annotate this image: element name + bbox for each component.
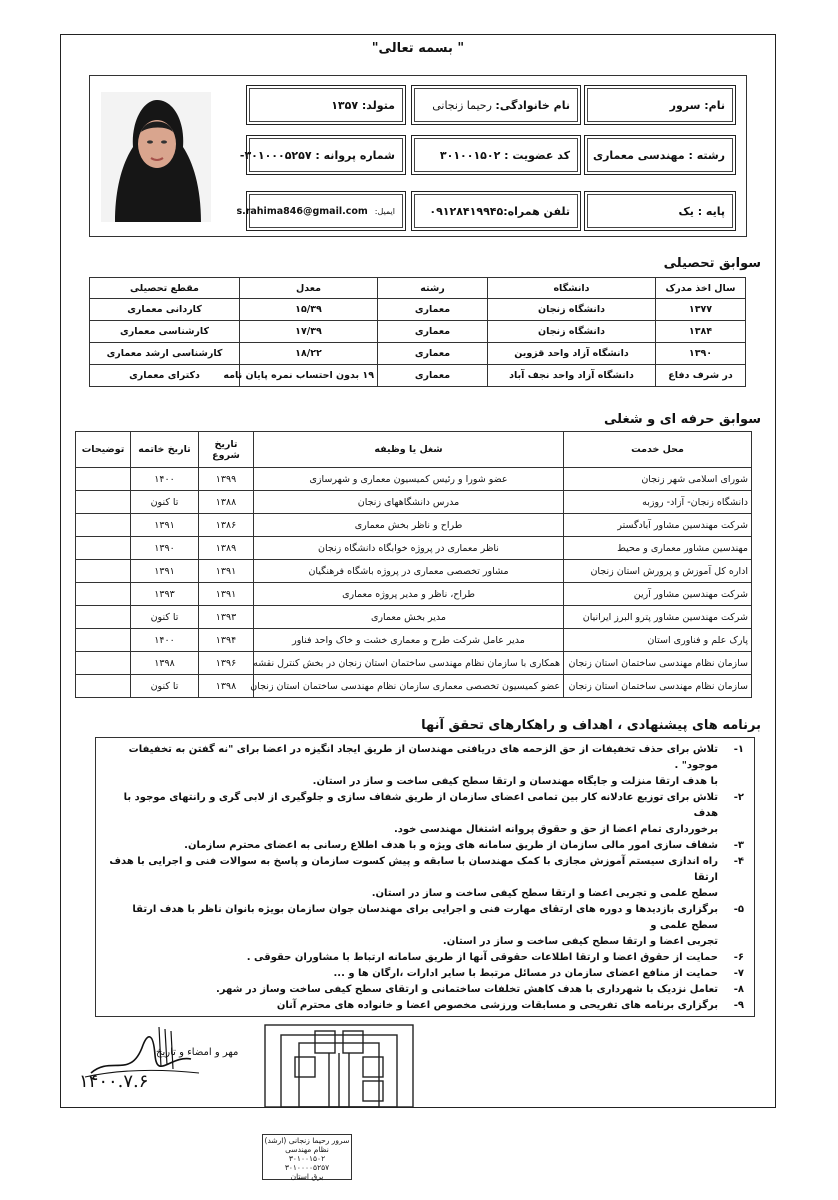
list-item-text (108, 854, 718, 902)
page-title: " بسمه تعالی" (371, 41, 465, 56)
jobs-cell: طراح، ناظر و مدیر پروژه معماری (254, 583, 564, 606)
education-section-title: سوابق تحصیلی (663, 256, 761, 271)
list-item-number: ۹- (733, 1000, 744, 1011)
list-item-line: تعامل نزدیک با شهرداری با هدف کاهش تخلفات ساختمانی و ارتقای سطح کیفی ساخت وساز در شهر. (215, 984, 718, 995)
table-row (76, 675, 752, 698)
jobs-cell: مدیر عامل شرکت طرح و معماری خشت و خاک واحد فناور (254, 629, 564, 652)
jobs-table (75, 431, 752, 698)
jobs-header-notes: توضیحات (76, 432, 131, 468)
handwritten-signature (81, 1025, 201, 1105)
list-item-line: شفاف سازی امور مالی سازمان از طریق سامانه های ویژه و با هدف اطلاع رسانی به اعضای محترم سازمان. (184, 840, 718, 851)
jobs-cell: مهندسین مشاور معماری و محیط (564, 537, 752, 560)
jobs-cell (76, 652, 131, 675)
jobs-cell: ۱۳۸۹ (199, 537, 254, 560)
list-item-text (108, 966, 718, 982)
jobs-cell: سازمان نظام مهندسی ساختمان استان زنجان (564, 652, 752, 675)
list-item-number: ۸- (733, 984, 744, 995)
jobs-cell: شرکت مهندسین مشاور آرین (564, 583, 752, 606)
jobs-cell (76, 468, 131, 491)
email-field: ایمیل: s.rahima846@gmail.com (246, 191, 406, 231)
list-item (108, 998, 744, 1014)
jobs-cell: تا کنون (131, 491, 199, 514)
table-row (76, 560, 752, 583)
jobs-cell: ۱۳۹۱ (131, 514, 199, 537)
table-row (76, 491, 752, 514)
membership-code-field: کد عضویت : ۳۰۱۰۰۱۵۰۲ (411, 135, 581, 175)
signature-date: ۱۴۰۰.۷.۶ (79, 1071, 149, 1092)
table-row (76, 606, 752, 629)
jobs-header-end: تاریخ خاتمه (131, 432, 199, 468)
jobs-cell: ۱۳۹۱ (199, 560, 254, 583)
list-item-number: ۲- (733, 792, 744, 803)
list-item-line: حمایت از حقوق اعضا و ارتقا اطلاعات حقوقی آنها از طریق سامانه ارتباط با مشاوران حقوقی . (246, 952, 718, 963)
table-row: ۱۳۷۷ دانشگاه زنجان معماری ۱۵/۳۹ کاردانی معماری (90, 299, 746, 321)
list-item (108, 966, 744, 982)
jobs-cell: ۱۳۹۳ (199, 606, 254, 629)
engineer-stamp: سرور رحیما زنجانی (ارشد) نظام مهندسی ۳۰۱۰۰۱۵۰۲ ۳۰۱۰۰۰۰۵۲۵۷ برق استان (262, 1134, 352, 1180)
list-item-text (108, 742, 718, 790)
list-item-line: با هدف ارتقا منزلت و جایگاه مهندسان و ارتقا سطح کیفی ساخت و ساز در استان. (312, 776, 718, 787)
list-item-line: حمایت از منافع اعضای سازمان در مسائل مرتبط با سایر ادارات ،ارگان ها و ... (333, 968, 718, 979)
list-item-text (108, 998, 718, 1014)
list-item-text (108, 950, 718, 966)
jobs-cell (76, 583, 131, 606)
jobs-cell: تا کنون (131, 606, 199, 629)
jobs-cell (76, 537, 131, 560)
plans-section-title: برنامه های پیشنهادی ، اهداف و راهکارهای تحقق آنها (421, 718, 761, 733)
jobs-cell: ۱۳۹۰ (131, 537, 199, 560)
table-row (76, 629, 752, 652)
list-item-number: ۱- (733, 744, 744, 755)
jobs-cell: ۱۳۹۱ (199, 583, 254, 606)
list-item-text (108, 838, 718, 854)
birth-year-field: متولد: ۱۳۵۷ (246, 85, 406, 125)
list-item-line: سطح علمی و تجربی اعضا و ارتقا سطح کیفی ساخت و ساز در استان. (371, 888, 718, 899)
jobs-cell: ۱۳۹۴ (199, 629, 254, 652)
list-item-line: برگزاری برنامه های تفریحی و مسابقات ورزشی مخصوص اعضا و خانواده های محترم آنان (276, 1000, 718, 1011)
edu-header-degree: مقطع تحصیلی (90, 278, 240, 299)
edu-header-field: رشته (378, 278, 488, 299)
jobs-cell: همکاری با سازمان نظام مهندسی ساختمان استان زنجان در بخش کنترل نقشه (254, 652, 564, 675)
jobs-cell: تا کنون (131, 675, 199, 698)
jobs-cell: عضو شورا و رئیس کمیسیون معماری و شهرسازی (254, 468, 564, 491)
edu-header-gpa: معدل (240, 278, 378, 299)
edu-header-university: دانشگاه (488, 278, 656, 299)
list-item-number: ۷- (733, 968, 744, 979)
jobs-cell (76, 629, 131, 652)
jobs-cell (76, 560, 131, 583)
table-row (76, 537, 752, 560)
mobile-phone-field: تلفن همراه:۰۹۱۲۸۴۱۹۹۴۵ (411, 191, 581, 231)
jobs-cell: ۱۴۰۰ (131, 629, 199, 652)
list-item-line: راه اندازی سیستم آموزش مجازی با کمک مهندسان با سابقه و پیش کسوت سازمان و پاسخ به سوالات فنی و اجرایی با هدف ارتقا (109, 856, 718, 883)
resume-page (60, 34, 776, 1108)
grade-field: پایه : یک (584, 191, 736, 231)
list-item-text (108, 982, 718, 998)
jobs-cell: مدیر بخش معماری (254, 606, 564, 629)
jobs-cell: شرکت مهندسین مشاور آبادگستر (564, 514, 752, 537)
jobs-cell: ۱۳۸۶ (199, 514, 254, 537)
list-item-line: برگزاری بازدیدها و دوره های ارتقای مهارت فنی و اجرایی برای مهندسان جوان سازمان بویژه بانوان ناظر با هدف ارتقا سطح علمی و (132, 904, 718, 931)
jobs-cell: اداره کل آموزش و پرورش استان زنجان (564, 560, 752, 583)
list-item-number: ۴- (733, 856, 744, 867)
signature-label: مهر و امضاء و تاریخ (156, 1047, 239, 1058)
jobs-cell: طراح و ناظر بخش معماری (254, 514, 564, 537)
license-number-field: شماره پروانه : ۳۰۱۰۰۰۵۲۵۷- (246, 135, 406, 175)
list-item (108, 982, 744, 998)
list-item-line: تجربی اعضا و ارتقا سطح کیفی ساخت و ساز در استان. (442, 936, 718, 947)
jobs-cell: ۱۳۸۸ (199, 491, 254, 514)
jobs-cell: ۱۳۹۹ (199, 468, 254, 491)
list-item-line: تلاش برای حذف تخفیفات از حق الزحمه های دریافتی مهندسان از طریق ایجاد انگیزه در اعضا برای "نه گفتن به تخفیفات موجود" . (128, 744, 718, 771)
stamp-logo (259, 1023, 419, 1107)
table-row (76, 583, 752, 606)
list-item-number: ۵- (733, 904, 744, 915)
profile-photo (101, 92, 211, 222)
list-item-text (108, 902, 718, 950)
list-item-number: ۶- (733, 952, 744, 963)
list-item-line: برخورداری تمام اعضا از حق و حقوق پروانه اشتغال مهندسی خود. (393, 824, 718, 835)
list-item-line: تلاش برای توزیع عادلانه کار بین تمامی اعضای سازمان از طریق شفاف سازی و جلوگیری از لابی گری و رانتهای موجود با هدف (123, 792, 718, 819)
list-item (108, 950, 744, 966)
table-row: ۱۳۸۴ دانشگاه زنجان معماری ۱۷/۳۹ کارشناسی معماری (90, 321, 746, 343)
jobs-cell: مشاور تخصصی معماری در پروژه باشگاه فرهنگیان (254, 560, 564, 583)
jobs-cell (76, 514, 131, 537)
jobs-cell: ۱۴۰۰ (131, 468, 199, 491)
first-name-field: نام: سرور (584, 85, 736, 125)
jobs-cell: ۱۳۹۱ (131, 560, 199, 583)
jobs-cell: ۱۳۹۸ (131, 652, 199, 675)
table-row (76, 468, 752, 491)
jobs-cell: عضو کمیسیون تخصصی معماری سازمان نظام مهندسی ساختمان استان زنجان (254, 675, 564, 698)
jobs-cell: ۱۳۹۳ (131, 583, 199, 606)
jobs-cell: شورای اسلامی شهر زنجان (564, 468, 752, 491)
jobs-cell: دانشگاه زنجان- آزاد- روزبه (564, 491, 752, 514)
edu-header-year: سال اخذ مدرک (656, 278, 746, 299)
jobs-cell: پارک علم و فناوری استان (564, 629, 752, 652)
jobs-cell: مدرس دانشگاههای زنجان (254, 491, 564, 514)
list-item (108, 902, 744, 950)
education-table (89, 277, 746, 387)
plans-box (95, 737, 755, 1017)
list-item (108, 838, 744, 854)
list-item (108, 790, 744, 838)
list-item (108, 854, 744, 902)
jobs-cell: شرکت مهندسین مشاور پترو البرز ایرانیان (564, 606, 752, 629)
jobs-cell: ناظر معماری در پروژه خوابگاه دانشگاه زنجان (254, 537, 564, 560)
jobs-header-place: محل خدمت (564, 432, 752, 468)
jobs-cell (76, 606, 131, 629)
field-of-study-field: رشته : مهندسی معماری (584, 135, 736, 175)
jobs-cell (76, 491, 131, 514)
list-item-number: ۳- (733, 840, 744, 851)
table-row (76, 652, 752, 675)
list-item-text (108, 790, 718, 838)
jobs-header-start: تاریخ شروع (199, 432, 254, 468)
list-item (108, 742, 744, 790)
jobs-cell (76, 675, 131, 698)
table-row: در شرف دفاع دانشگاه آزاد واحد نجف آباد معماری ۱۹ بدون احتساب نمره پایان نامه دکترای معماری (90, 365, 746, 387)
jobs-section-title: سوابق حرفه ای و شغلی (604, 412, 761, 427)
table-row (76, 514, 752, 537)
table-row: ۱۳۹۰ دانشگاه آزاد واحد قزوین معماری ۱۸/۲۲ کارشناسی ارشد معماری (90, 343, 746, 365)
jobs-cell: ۱۳۹۸ (199, 675, 254, 698)
jobs-cell: سازمان نظام مهندسی ساختمان استان زنجان (564, 675, 752, 698)
jobs-cell: ۱۳۹۶ (199, 652, 254, 675)
family-name-field: نام خانوادگی: رحیما زنجانی (411, 85, 581, 125)
jobs-header-role: شغل یا وظیفه (254, 432, 564, 468)
